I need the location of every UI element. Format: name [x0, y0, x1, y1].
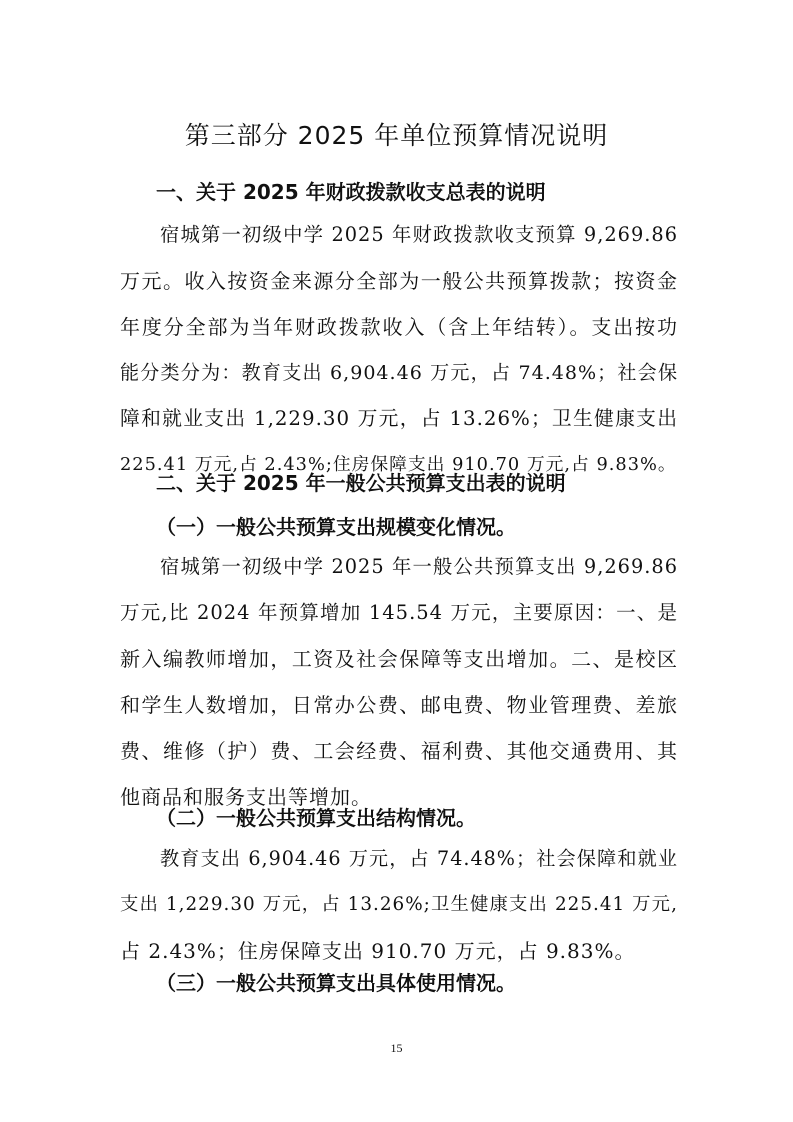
paragraph-line: 225.41 万元,占 2.43%;住房保障支出 910.70 万元,占 9.83%。 — [120, 454, 677, 475]
paragraph-line: 和学生人数增加，日常办公费、邮电费、物业管理费、差旅 — [120, 693, 678, 717]
paragraph-line: 新入编教师增加，工资及社会保障等支出增加。二、是校区 — [120, 647, 678, 671]
paragraph-line: 宿城第一初级中学 2025 年财政拨款收支预算 9,269.86 — [160, 223, 678, 246]
subsection-2-heading: （二）一般公共预算支出结构情况。 — [156, 806, 476, 830]
paragraph-line: 支出 1,229.30 万元，占 13.26%;卫生健康支出 225.41 万元, — [120, 894, 678, 915]
paragraph-line: 障和就业支出 1,229.30 万元，占 13.26%；卫生健康支出 — [120, 407, 678, 430]
paragraph-line: 费、维修（护）费、工会经费、福利费、其他交通费用、其 — [120, 739, 678, 763]
paragraph-line: 万元,比 2024 年预算增加 145.54 万元，主要原因：一、是 — [120, 601, 678, 624]
section-2-heading: 二、关于 2025 年一般公共预算支出表的说明 — [156, 471, 566, 495]
page-title: 第三部分 2025 年单位预算情况说明 — [184, 121, 609, 150]
subsection-1-paragraph — [120, 544, 678, 820]
paragraph-line: 占 2.43%；住房保障支出 910.70 万元，占 9.83%。 — [120, 939, 636, 963]
paragraph-line: 年度分全部为当年财政拨款收入（含上年结转）。支出按功 — [120, 315, 678, 339]
paragraph-line: 能分类分为：教育支出 6,904.46 万元，占 74.48%；社会保 — [120, 362, 678, 384]
subsection-3-heading: （三）一般公共预算支出具体使用情况。 — [156, 971, 516, 995]
paragraph-line: 他商品和服务支出等增加。 — [120, 785, 372, 809]
section-1-paragraph — [120, 212, 678, 488]
paragraph-line: 教育支出 6,904.46 万元，占 74.48%；社会保障和就业 — [160, 847, 678, 870]
subsection-2-paragraph — [120, 836, 678, 974]
section-1-heading: 一、关于 2025 年财政拨款收支总表的说明 — [156, 180, 546, 204]
subsection-1-heading: （一）一般公共预算支出规模变化情况。 — [156, 515, 516, 539]
paragraph-line: 万元。收入按资金来源分全部为一般公共预算拨款；按资金 — [120, 269, 678, 293]
page-number: 15 — [390, 1041, 403, 1055]
paragraph-line: 宿城第一初级中学 2025 年一般公共预算支出 9,269.86 — [160, 555, 678, 578]
